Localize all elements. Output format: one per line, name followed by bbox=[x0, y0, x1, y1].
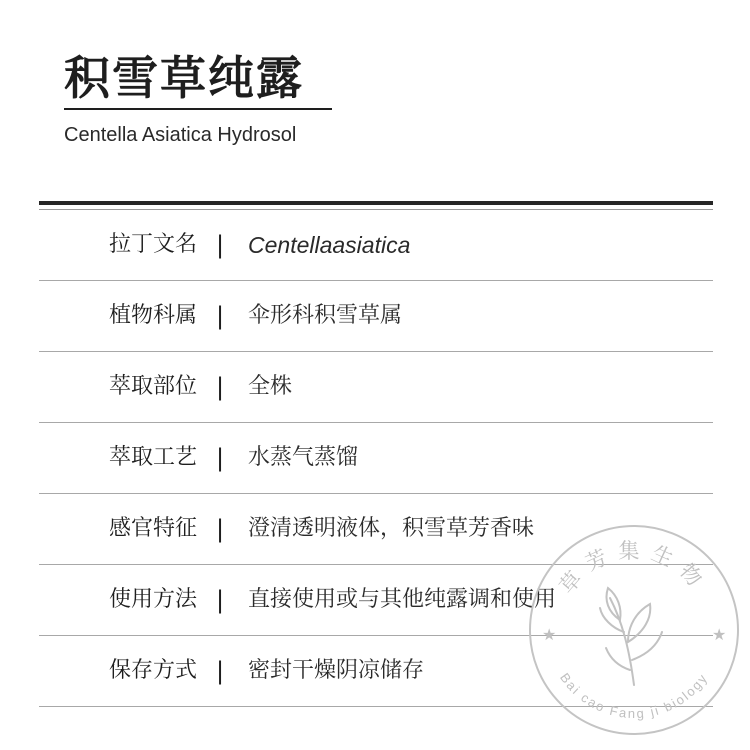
row-label: 感官特征 bbox=[109, 516, 198, 541]
row-value: 密封干燥阴凉储存 bbox=[248, 658, 425, 683]
row-value: 全株 bbox=[248, 374, 293, 399]
row-separator: | bbox=[216, 657, 225, 685]
page-subtitle: Centella Asiatica Hydrosol bbox=[64, 124, 297, 146]
row-separator: | bbox=[216, 444, 225, 472]
row-separator: | bbox=[216, 373, 225, 401]
row-separator: | bbox=[216, 302, 225, 330]
row-value: 水蒸气蒸馏 bbox=[248, 445, 359, 470]
row-value: Centellaasiatica bbox=[248, 232, 411, 258]
table-row-family bbox=[39, 281, 713, 352]
row-value: 伞形科积雪草属 bbox=[248, 303, 403, 328]
seal-star-icon: ★ bbox=[712, 625, 727, 644]
title-underline bbox=[64, 108, 332, 110]
row-label: 植物科属 bbox=[109, 303, 198, 328]
row-separator: | bbox=[216, 515, 225, 543]
table-top-rule bbox=[39, 201, 713, 205]
seal-star-icon: ★ bbox=[542, 625, 557, 644]
row-label: 保存方式 bbox=[109, 658, 198, 683]
seal-chinese-text: 草芳集生物 bbox=[554, 539, 714, 599]
row-label: 拉丁文名 bbox=[109, 232, 198, 257]
table-row-extraction-part bbox=[39, 352, 713, 423]
seal-leaf-icon bbox=[600, 588, 662, 685]
row-label: 萃取部位 bbox=[109, 374, 198, 399]
table-row-latin-name bbox=[39, 210, 713, 281]
row-separator: | bbox=[216, 586, 225, 614]
watermark-seal bbox=[524, 520, 744, 740]
table-row-extraction-process bbox=[39, 423, 713, 494]
row-value: 直接使用或与其他纯露调和使用 bbox=[248, 587, 557, 612]
row-label: 使用方法 bbox=[109, 587, 198, 612]
row-label: 萃取工艺 bbox=[109, 445, 198, 470]
row-value: 澄清透明液体，积雪草芳香味 bbox=[248, 516, 535, 541]
page-title: 积雪草纯露 bbox=[64, 51, 304, 105]
seal-english-text: Bai cao Fang ji biology bbox=[557, 670, 711, 722]
row-separator: | bbox=[216, 231, 225, 259]
